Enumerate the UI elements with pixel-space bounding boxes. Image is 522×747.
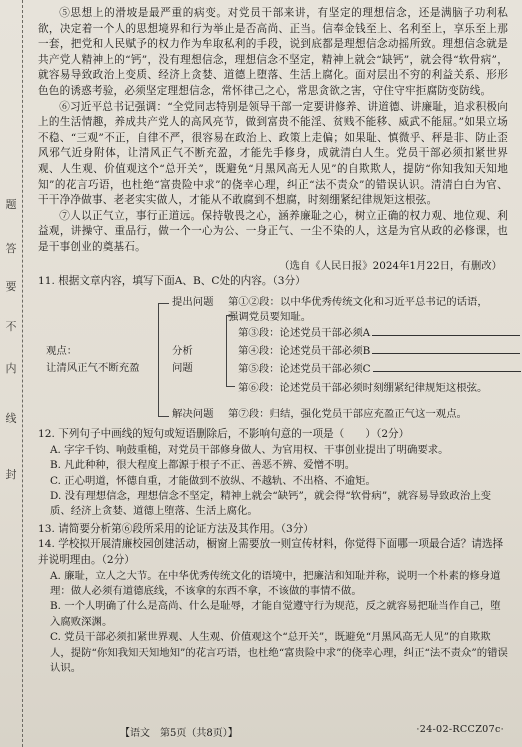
viewpoint-label xyxy=(46,343,140,377)
question-13: 13. 请简要分析第⑥段所采用的论证方法及其作用。（3分） xyxy=(38,522,314,535)
item-a-text: 第③段：论述党员干部必须A xyxy=(238,327,371,340)
diagram-item-a xyxy=(238,324,520,339)
paper-code: ·24-02-RCCZ07c· xyxy=(416,724,504,735)
analyze-title-2: 问题 xyxy=(172,362,193,375)
binding-char-3: 要 xyxy=(5,280,17,293)
blank-c[interactable] xyxy=(373,361,521,372)
diagram-item-6: 第⑥段：论述党员干部必须时刻绷紧纪律规矩这根弦。 xyxy=(238,382,488,395)
viewpoint-text: 让清风正气不断充盈 xyxy=(46,362,140,375)
diagram-solve-text: 第⑦段：归结，强化党员干部应充盈正气这一观点。 xyxy=(228,408,467,421)
question-14: 14. 学校拟开展清廉校园创建活动，橱窗上需要放一则宣传材料，你觉得下面哪一项最合适？请选择并说明理由。（2分） xyxy=(38,538,504,566)
binding-char-1: 题 xyxy=(5,198,17,211)
question-11: 11. 根据文章内容，填写下面A、B、C处的内容。（3分） xyxy=(38,274,306,287)
diagram-raise-line1: 第①②段：以中华优秀传统文化和习近平总书记的话语， xyxy=(228,296,488,309)
inner-bracket xyxy=(226,315,235,387)
content xyxy=(38,6,508,676)
q14-option-a: A. 廉耻，立人之大节。在中华优秀传统文化的语境中，把廉洁和知耻并称，说明一个朴素的修身道理：做人必须有道德底线，不该拿的东西不拿，不该做的事情不做。 xyxy=(50,569,501,597)
q12-option-a: A. 字字千钧、响鼓重槌，对党员干部修身做人、为官用权、干事创业提出了明确要求。 xyxy=(50,443,449,456)
passage-paragraph-6: ⑥习近平总书记强调：“全党同志特别是领导干部一定要讲修养、讲道德、讲廉耻，追求积极向上的生活情趣，养成共产党人的高风亮节，做到富贵不能淫、贫贱不能移、威武不能屈。”如果立场不稳、“三观”不正，自律不严，很容易在政治上、政策上走偏；如果耻、慎微乎、秤是非、防止歪风邪气近身附体，让清风正气不断充盈，才能先手修身，成就清白人生。党员干部必须扣紧世界观、人生观、价值观这个“总开关”，既避免“月黑风高无人见”的自欺欺人，提防“你知我知天知地知”的花言巧语，也杜绝“富贵险中求”的侥幸心理，纠正“法不责众”的错误认识。清清白白为官、干干净净做事、老老实实做人，才能从不敢腐到不想腐，时刻绷紧纪律规矩这根弦。 xyxy=(38,100,508,207)
binding-char-4: 不 xyxy=(5,320,17,333)
item-b-text: 第④段：论述党员干部必须B xyxy=(238,345,371,358)
item-c-text: 第⑤段：论述党员干部必须C xyxy=(238,363,371,376)
diagram-item-c xyxy=(238,360,521,375)
binding-char-7: 封 xyxy=(5,468,17,481)
q14-option-b: B. 一个人明确了什么是高尚、什么是耻辱，才能自觉遵守行为规范，反之就容易把耻当作自己，堕入腐败深渊。 xyxy=(50,600,501,628)
structure-diagram xyxy=(38,291,508,425)
diagram-raise-title: 提出问题 xyxy=(172,296,214,309)
outer-bracket xyxy=(158,303,169,417)
binding-line xyxy=(22,0,23,747)
page-footer: 【语文 第5页（共8页）】 xyxy=(120,728,238,739)
passage-paragraph-5: ⑤思想上的滑坡是最严重的病变。对党员干部来讲，有坚定的理想信念，还是满脑子功利私欲，决定着一个人的思想境界和行为举止是否高尚、正当。信奉金钱至上、名利至上，享乐至上那一套，把党和人民赋予的权力作为牟取私利的手段，说到底都是理想信念动摇所致。理想信念就是共产党人精神上的“钙”，没有理想信念，理想信念不坚定，精神上就会“缺钙”，就会得“软骨病”，就容易导致政治上变质、经济上贪婪、道德上堕落、生活上腐化。面对层出不穷的利益关系、形形色色的诱惑考验，必须坚定理想信念，常怀律己之心，常思贪欲之害，守住守牢拒腐防变防线。 xyxy=(38,7,508,97)
passage-paragraph-7: ⑦人以正气立，事行正道远。保持敬畏之心，涵养廉耻之心，树立正确的权力观、地位观、利益观，讲操守、重品行，做一个一心为公、一身正气、一尘不染的人，这是为官从政的必修课，也是干事创业的奠基石。 xyxy=(38,209,508,253)
diagram-raise-line2: 强调党员要知耻。 xyxy=(228,311,312,324)
q12-option-d: D. 没有理想信念，理想信念不坚定，精神上就会“缺钙”，就会得“软骨病”，就容易导致政治上变质、经济上贪婪、道德上堕落、生活上腐化。 xyxy=(50,489,492,518)
analyze-title-1: 分析 xyxy=(172,345,193,358)
binding-char-6: 线 xyxy=(5,412,17,425)
viewpoint-title: 观点： xyxy=(46,345,78,358)
question-12: 12. 下列句子中画线的短句或短语删除后，不影响句意的一项是（ ）（2分） xyxy=(38,428,410,441)
q12-option-b: B. 凡此种种，很大程度上都源于根子不正、善恶不辨、爱憎不明。 xyxy=(50,459,356,472)
blank-b[interactable] xyxy=(372,343,520,354)
binding-char-2: 答 xyxy=(5,242,17,255)
source-note: （选自《人民日报》2024年1月22日，有删改） xyxy=(279,259,502,272)
binding-margin xyxy=(0,0,34,747)
diagram-solve-title: 解决问题 xyxy=(172,408,214,421)
q12-option-c: C. 正心明道，怀德自重，才能做到不放纵、不越轨、不出格、不逾矩。 xyxy=(50,474,376,487)
binding-char-5: 内 xyxy=(5,362,17,375)
diagram-item-b xyxy=(238,342,520,357)
q14-option-c: C. 党员干部必须扣紧世界观、人生观、价值观这个“总开关”，既避免“月黑风高无人见”的自欺欺人，提防“你知我知天知地知”的花言巧语，也杜绝“富贵险中求”的侥幸心理，纠正“法不责众”的错误认识。 xyxy=(50,631,508,674)
blank-a[interactable] xyxy=(372,325,520,336)
diagram-analyze-title xyxy=(172,343,193,377)
